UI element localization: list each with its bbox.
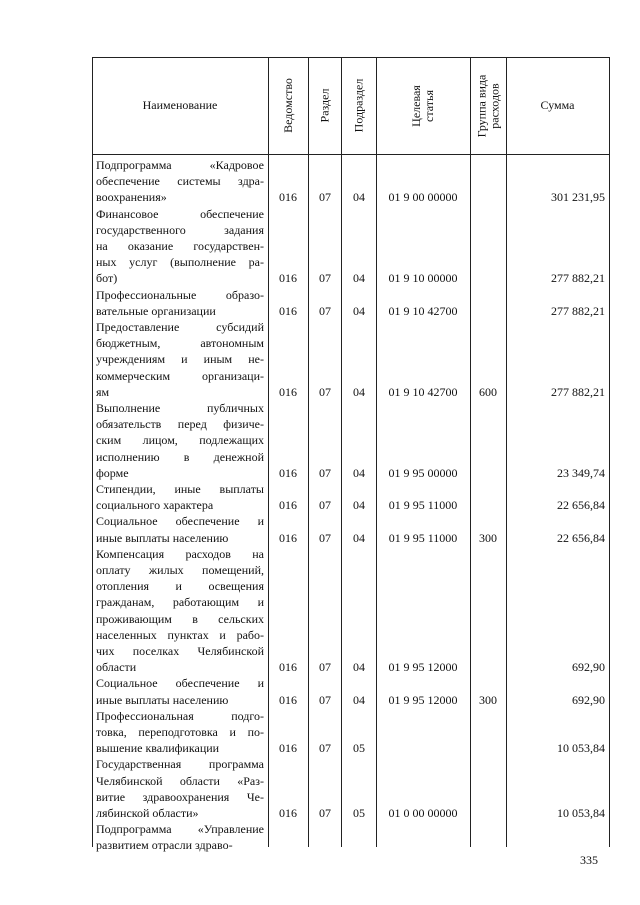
header-celevaya-line1: Целевая [408,84,423,127]
summa-cell: 277 882,21 [551,303,605,318]
budget-table [92,57,610,853]
header-gruppa-line2: расходов [487,82,501,129]
vedomstvo-cell: 016 [279,271,297,286]
row-name-line: иные выплаты населению [96,692,229,707]
row-name [96,546,264,676]
celevaya-cell: 01 9 95 11000 [388,498,458,513]
row-name-line: области [96,660,137,675]
podrazdel-cell: 04 [353,660,365,675]
row-name-line: форме [96,465,129,480]
vedomstvo-cell: 016 [279,805,297,820]
summa-cell: 22 656,84 [557,530,605,545]
row-name-line: воохранения» [96,190,167,205]
gruppa-cell: 300 [479,530,497,545]
table-row [92,675,610,707]
row-name-line: на оказание государствен- [96,239,264,253]
podrazdel-cell: 04 [353,271,365,286]
table-row [92,513,610,545]
razdel-cell: 07 [319,271,331,286]
vedomstvo-cell: 016 [279,303,297,318]
header-bottom-border [92,154,610,155]
podrazdel-cell: 05 [353,805,365,820]
podrazdel-cell: 04 [353,465,365,480]
gruppa-cell: 600 [479,384,497,399]
row-name-line: ных услуг (выполнение ра- [96,255,264,270]
row-name-line: бюджетным, автономным [96,336,264,351]
header-gruppa-cell [470,57,506,154]
row-name [96,675,264,707]
row-name-line: Челябинской области «Раз- [96,773,264,788]
razdel-cell: 07 [319,692,331,707]
header-razdel-cell [308,57,341,154]
table-row [92,481,610,513]
summa-cell: 277 882,21 [551,271,605,286]
table-row [92,287,610,319]
vedomstvo-cell: 016 [279,530,297,545]
header-vedomstvo-cell [268,57,308,154]
celevaya-cell: 01 0 00 00000 [388,805,458,820]
celevaya-cell: 01 9 10 42700 [388,384,458,399]
summa-cell: 692,90 [572,660,605,675]
row-name [96,708,264,757]
razdel-cell: 07 [319,465,331,480]
row-name-line: Компенсация расходов на [96,546,264,561]
gruppa-cell: 300 [479,692,497,707]
row-name-line: гражданам, работающим и [96,595,264,610]
summa-cell: 301 231,95 [551,190,605,205]
podrazdel-cell: 04 [353,190,365,205]
summa-cell: 22 656,84 [557,498,605,513]
table-row [92,546,610,676]
row-name-line: обязательств перед физиче- [96,417,264,432]
summa-cell: 692,90 [572,692,605,707]
vedomstvo-cell: 016 [279,498,297,513]
table-row [92,756,610,821]
razdel-cell: 07 [319,805,331,820]
table-row [92,400,610,481]
row-name-line: проживающим в сельских [96,611,264,626]
row-name-line: вышение квалификации [96,741,220,756]
header-celevaya-cell [376,57,470,154]
header-celevaya-line2: статья [421,89,436,122]
row-name-line: Выполнение публичных [96,401,264,415]
podrazdel-cell: 04 [353,384,365,399]
row-name-line: исполнению в денежной [96,449,264,464]
row-name-line: отопления и освещения [96,579,264,594]
header-gruppa-line1: Группа вида [474,74,488,137]
vedomstvo-cell: 016 [279,692,297,707]
table-row [92,319,610,400]
vedomstvo-cell: 016 [279,660,297,675]
row-name-line: оплату жилых помещений, [96,563,264,577]
razdel-cell: 07 [319,190,331,205]
podrazdel-cell: 04 [353,530,365,545]
razdel-cell: 07 [319,530,331,545]
celevaya-cell: 01 9 10 00000 [388,271,458,286]
row-name-line: лябинской области» [96,806,199,820]
row-name-line: ям [96,384,110,399]
celevaya-cell: 01 9 95 12000 [388,692,458,707]
celevaya-cell: 01 9 95 00000 [388,465,458,480]
row-name-line: Социальное обеспечение и [96,676,264,691]
row-name-line: Профессиональные образо- [96,287,264,302]
row-name-line: учреждениям и иным не- [96,352,264,367]
row-name-line: населенных пунктах и рабо- [96,627,264,642]
podrazdel-cell: 04 [353,498,365,513]
table-row [92,821,610,853]
row-name [96,400,264,481]
vedomstvo-cell: 016 [279,741,297,756]
page-number: 335 [580,853,598,867]
header-summa-cell [506,57,609,154]
celevaya-cell: 01 9 00 00000 [388,190,458,205]
row-name-line: ским лицом, подлежащих [96,433,264,448]
podrazdel-cell: 04 [353,692,365,707]
row-name-line: Государственная программа [96,757,264,772]
row-name-line: Профессиональная подго- [96,708,264,723]
razdel-cell: 07 [319,384,331,399]
row-name-line: социального характера [96,498,214,513]
razdel-cell: 07 [319,741,331,756]
razdel-cell: 07 [319,660,331,675]
row-name-line: бот) [96,271,118,286]
vedomstvo-cell: 016 [279,465,297,480]
celevaya-cell: 01 9 95 11000 [388,530,458,545]
row-name [96,319,264,400]
razdel-cell: 07 [319,303,331,318]
row-name [96,206,264,287]
header-vedomstvo: Ведомство [280,78,295,133]
row-name-line: иные выплаты населению [96,530,229,545]
row-name-line: Предоставление субсидий [96,320,264,334]
row-name-line: Финансовое обеспечение [96,206,264,221]
row-name-line: Подпрограмма «Кадровое [96,158,264,172]
row-name-line: коммерческим организаци- [96,368,264,383]
row-name [96,287,264,319]
vedomstvo-cell: 016 [279,384,297,399]
podrazdel-cell: 05 [353,741,365,756]
table-row [92,206,610,287]
row-name [96,756,264,821]
row-name [96,481,264,513]
header-gruppa [475,74,501,137]
row-name-line: Социальное обеспечение и [96,514,264,529]
summa-cell: 277 882,21 [551,384,605,399]
summa-cell: 10 053,84 [557,741,605,756]
header-celevaya [410,85,436,127]
header-summa: Сумма [540,98,575,112]
row-name-line: Подпрограмма «Управление [96,822,264,837]
row-name [96,157,264,206]
row-name-line: развитием отрасли здраво- [96,838,233,853]
podrazdel-cell: 04 [353,303,365,318]
vedomstvo-cell: 016 [279,190,297,205]
row-name-line: Стипендии, иные выплаты [96,482,264,496]
table-row [92,708,610,757]
row-name-line: товка, переподготовка и по- [96,725,264,739]
celevaya-cell: 01 9 95 12000 [388,660,458,675]
header-name: Наименование [142,98,218,112]
summa-cell: 23 349,74 [557,465,605,480]
table-row [92,157,610,206]
razdel-cell: 07 [319,498,331,513]
header-razdel: Раздел [317,88,332,123]
row-name-line: обеспечение системы здра- [96,174,264,189]
header-podrazdel: Подраздел [351,78,366,133]
row-name-line: вательные организации [96,303,216,318]
header-podrazdel-cell [341,57,376,154]
row-name-line: государственного задания [96,222,264,237]
summa-cell: 10 053,84 [557,805,605,820]
row-name [96,513,264,545]
row-name-line: витие здравоохранения Че- [96,789,264,804]
row-name [96,821,264,853]
row-name-line: чих поселках Челябинской [96,644,264,659]
celevaya-cell: 01 9 10 42700 [388,303,458,318]
header-name-cell [92,57,268,154]
